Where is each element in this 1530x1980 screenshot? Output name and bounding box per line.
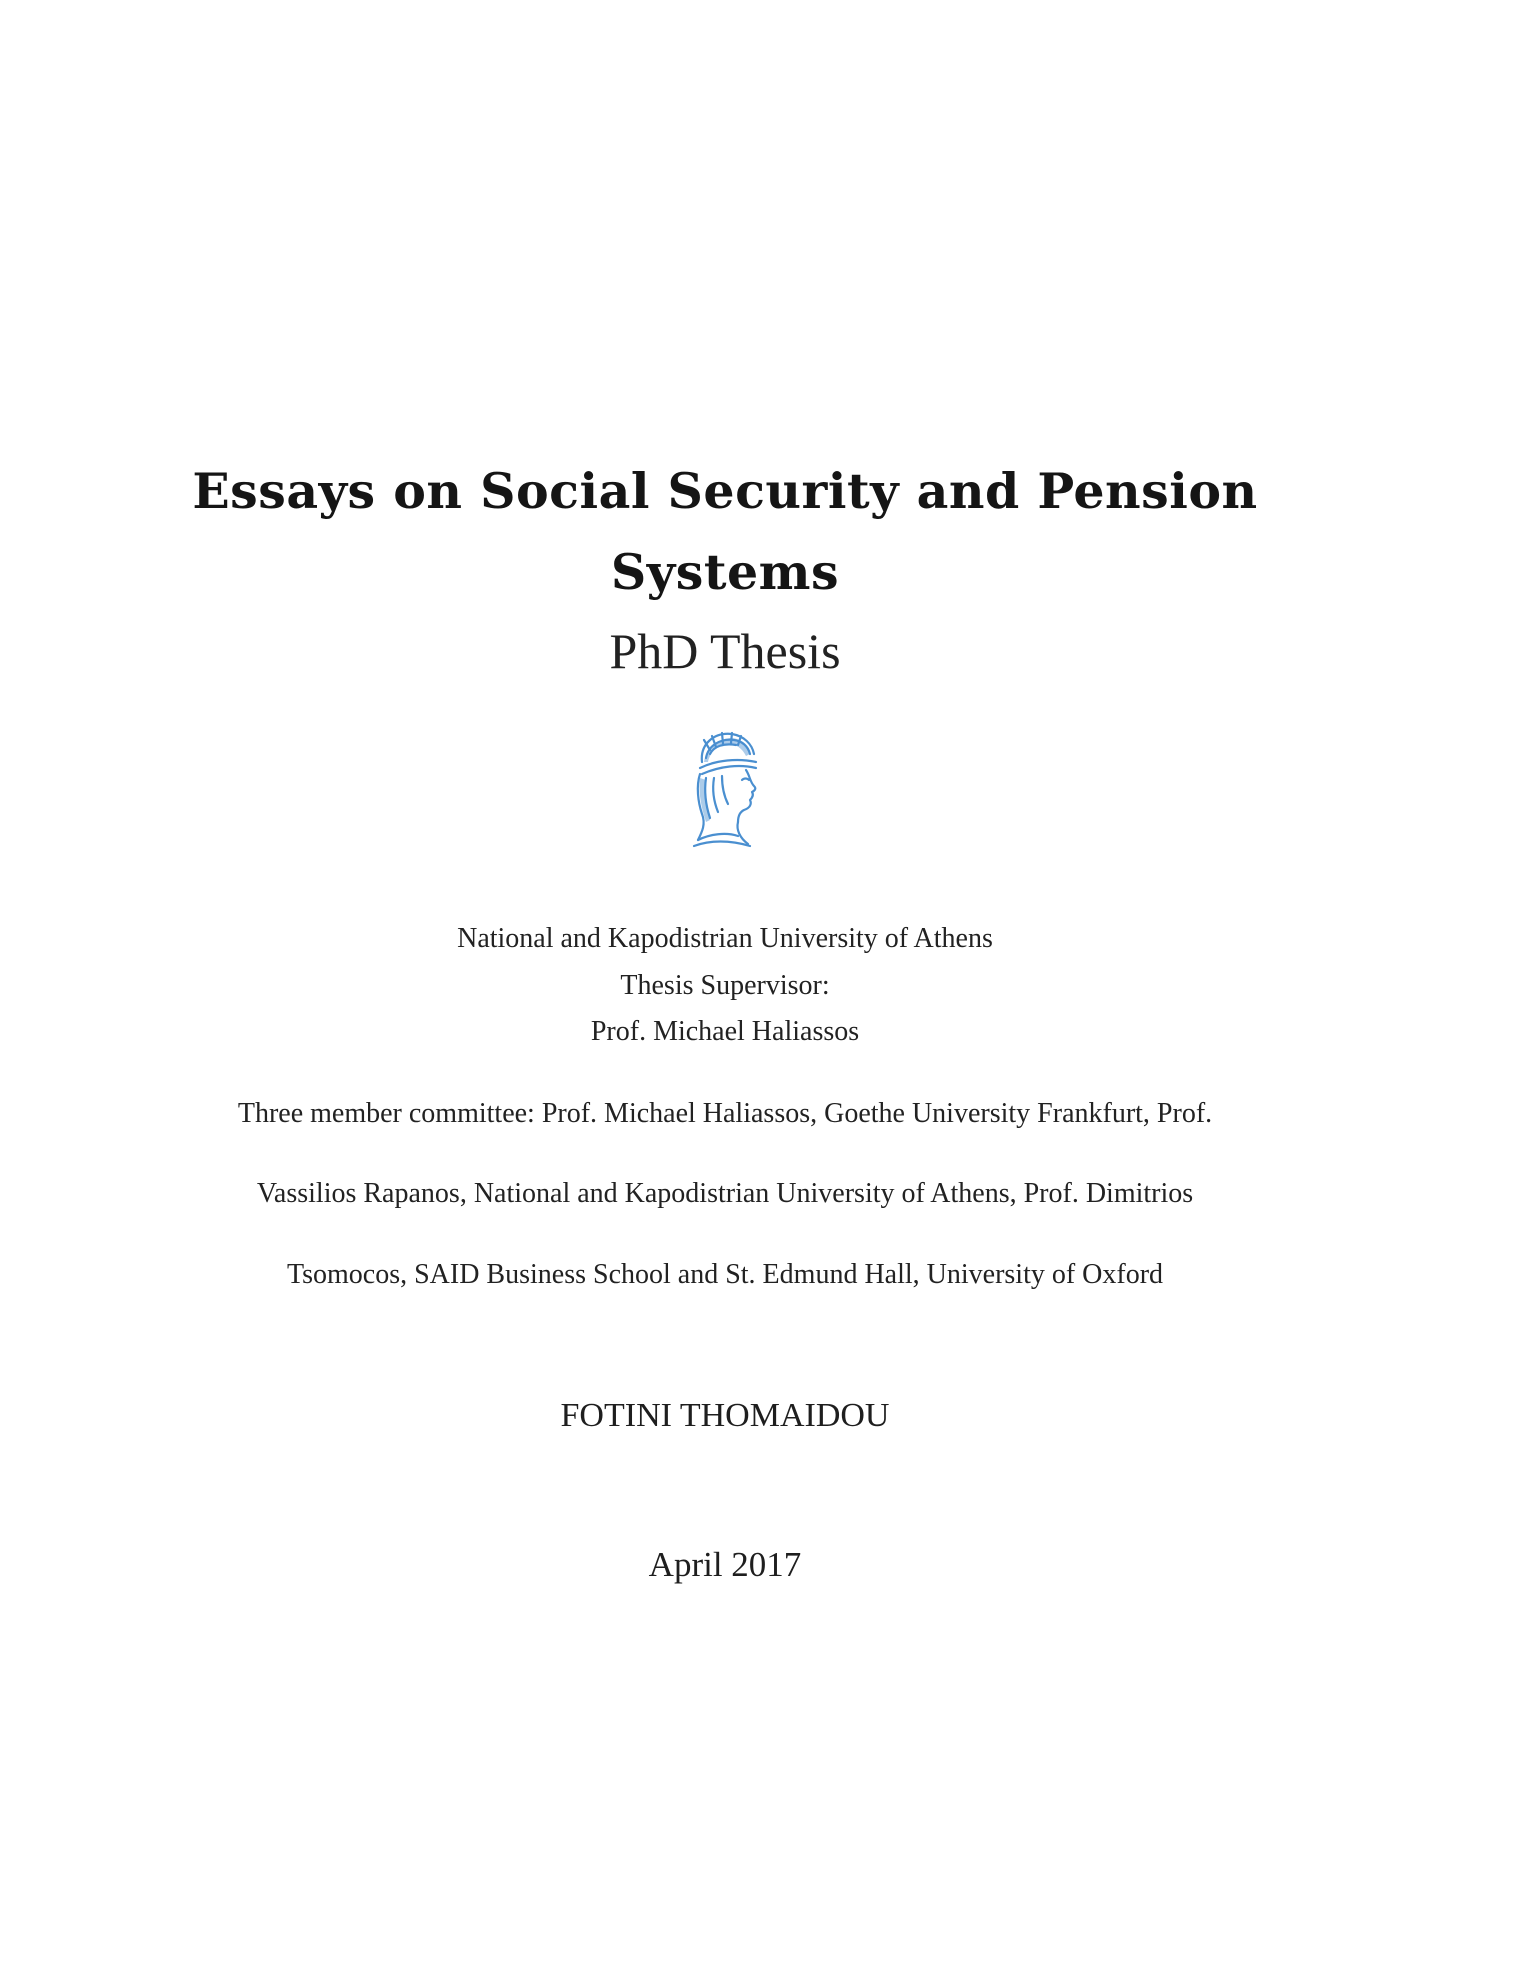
- committee-line-1: Three member committee: Prof. Michael Haliassos, Goethe University Frankfurt, Prof.: [237, 1098, 1213, 1129]
- supervisor-label: Thesis Supervisor:: [620, 970, 830, 1001]
- committee-line-3: Tsomocos, SAID Business School and St. Edmund Hall, University of Oxford: [286, 1259, 1164, 1290]
- university-name: National and Kapodistrian University of Athens: [457, 923, 993, 954]
- thesis-title-line-1: Essays on Social Security and Pension: [192, 462, 1258, 520]
- committee-line-2: Vassilios Rapanos, National and Kapodistrian University of Athens, Prof. Dimitrios: [256, 1178, 1194, 1209]
- thesis-title-line-2: Systems: [610, 543, 840, 601]
- submission-date: April 2017: [648, 1545, 802, 1584]
- athena-head-emblem-icon: [680, 728, 764, 850]
- supervisor-name: Prof. Michael Haliassos: [590, 1016, 860, 1047]
- author-name: FOTINI THOMAIDOU: [560, 1397, 890, 1434]
- thesis-subtitle: PhD Thesis: [609, 623, 841, 679]
